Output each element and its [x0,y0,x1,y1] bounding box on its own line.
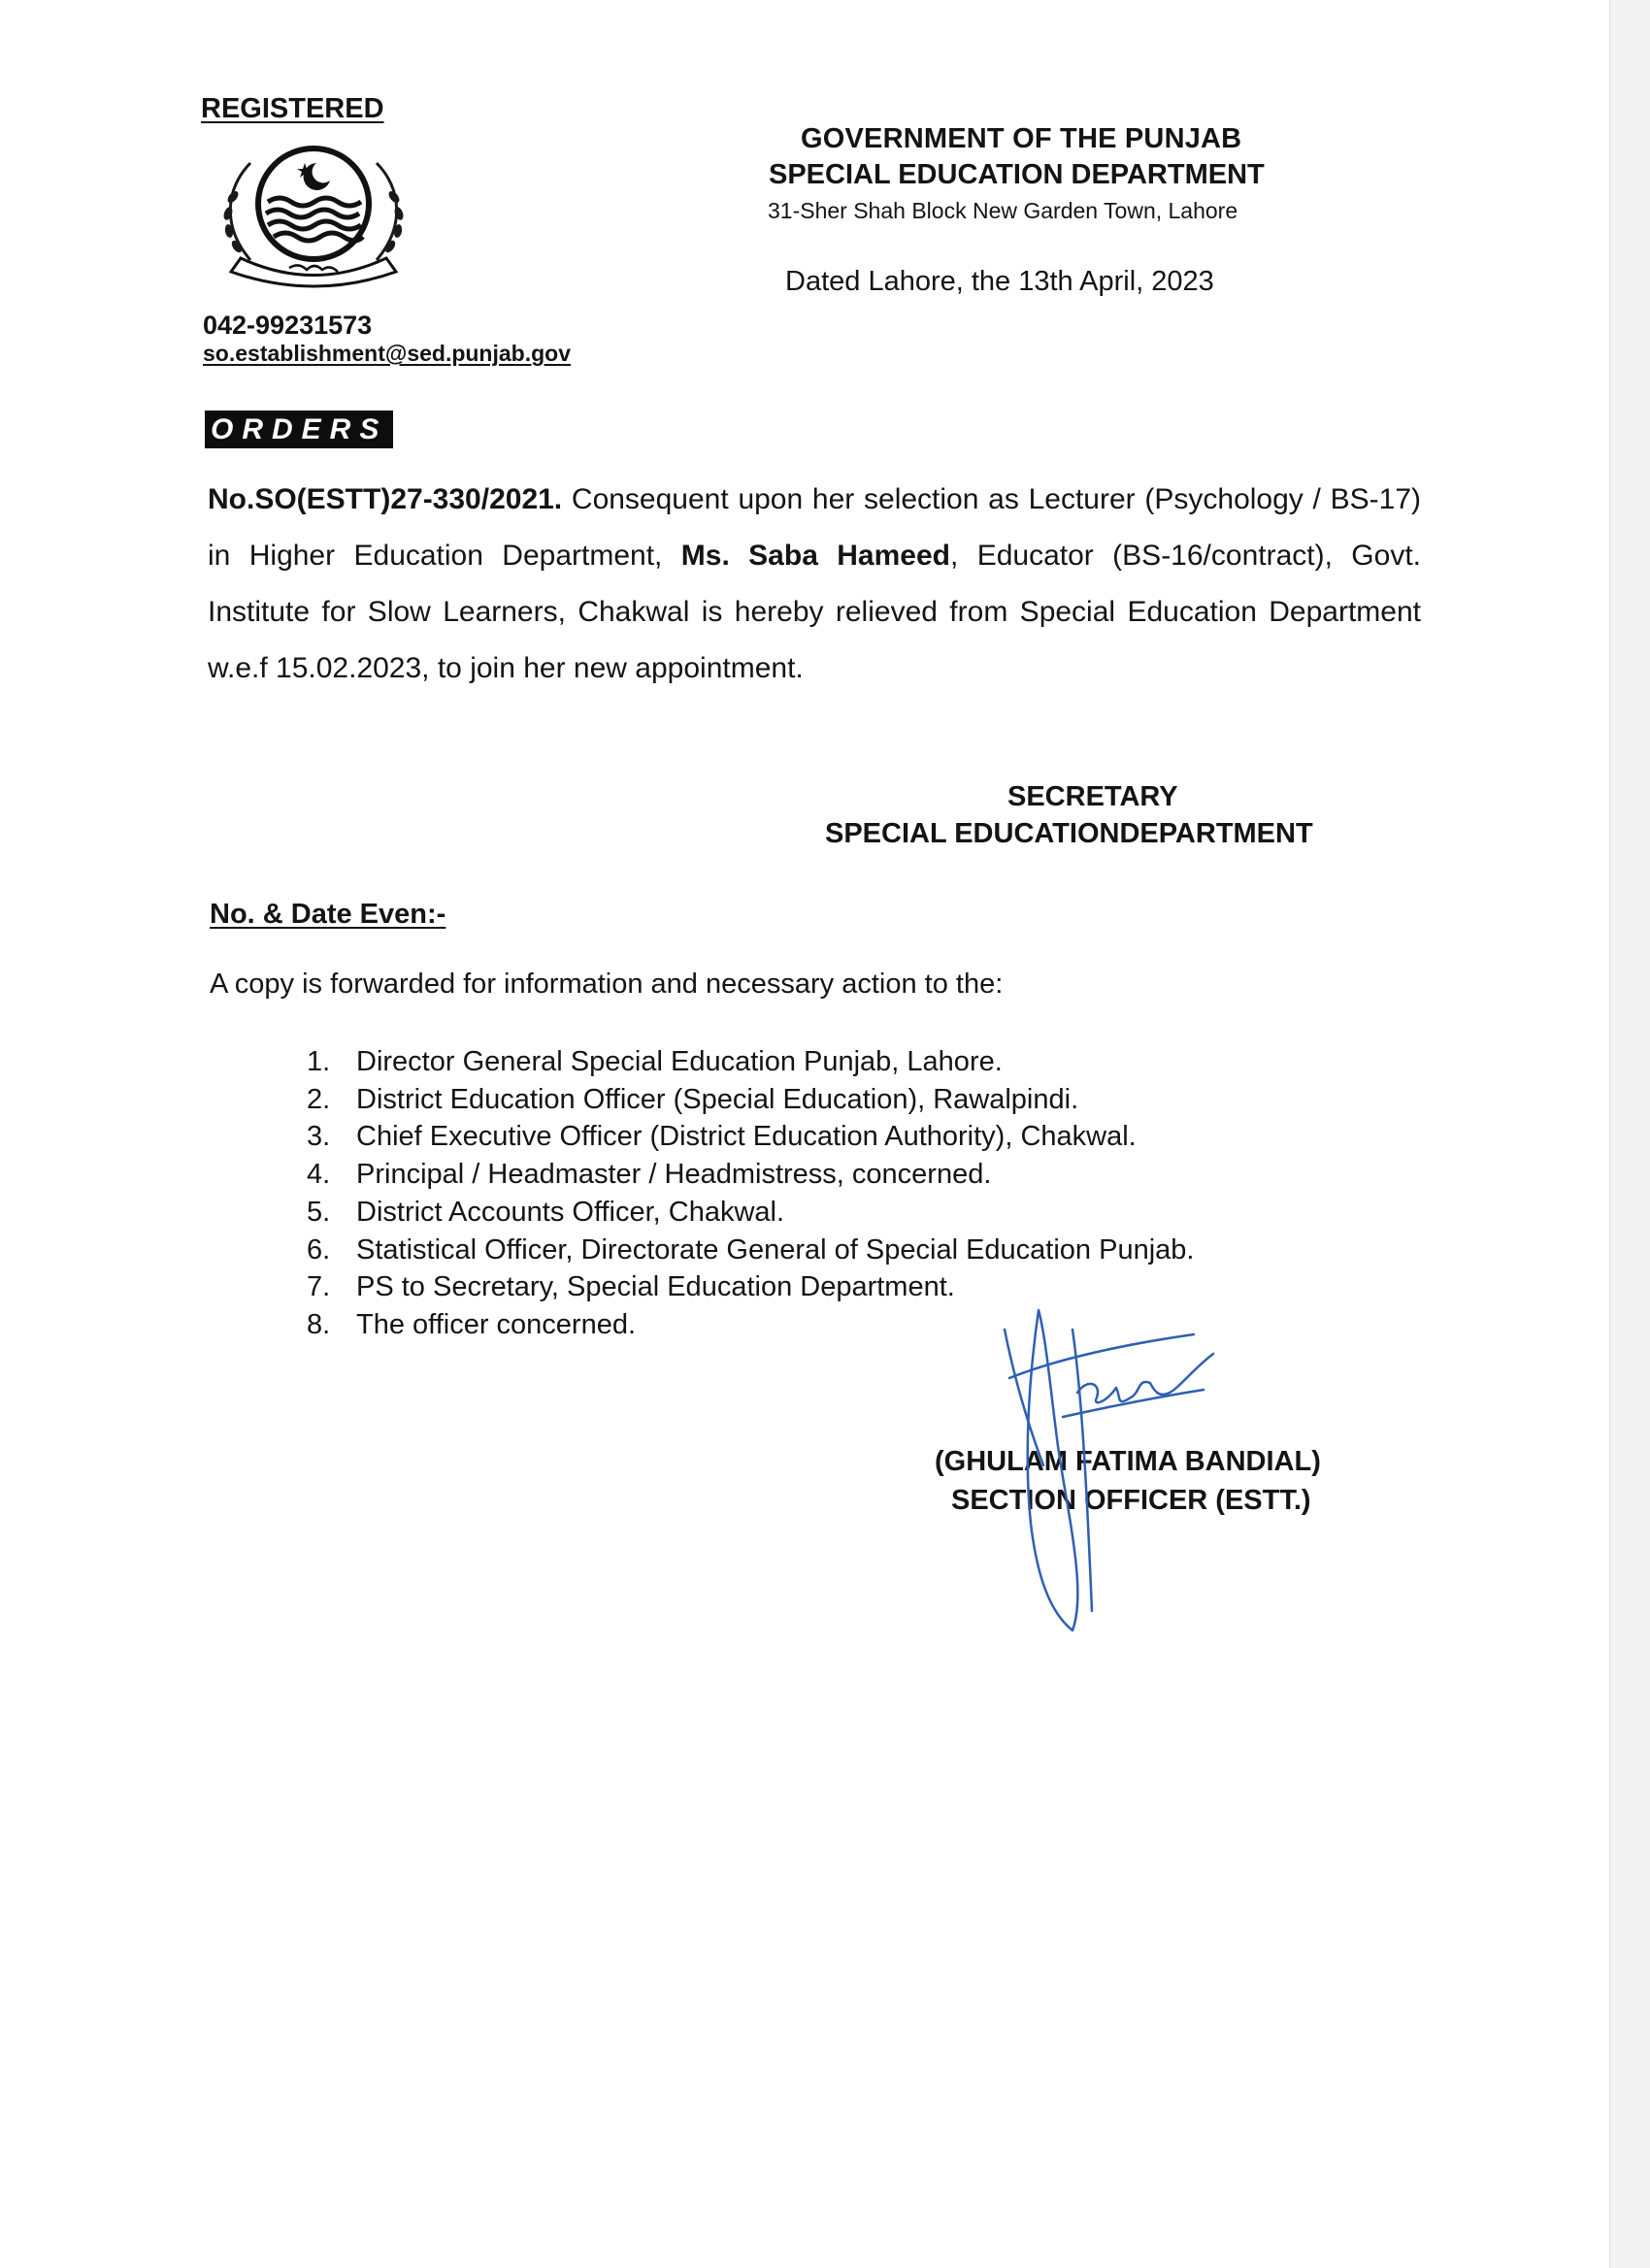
order-paragraph [208,472,1421,697]
list-item-text: District Education Officer (Special Education), Rawalpindi. [356,1083,1079,1115]
list-item [307,1043,1194,1081]
order-text-part1: Consequent upon her selection as Lecturer (Psychology / BS-17) in Higher Education Department, [208,483,1421,572]
recipient-list [307,1043,1194,1344]
email-link[interactable]: so.establishment@sed.punjab.gov [203,341,571,366]
list-item-text: District Accounts Officer, Chakwal. [356,1196,785,1228]
list-item-text: Chief Executive Officer (District Education Authority), Chakwal. [356,1121,1137,1153]
list-item-number: 3. [307,1121,331,1153]
secretary-title: SECRETARY [1007,781,1178,812]
registered-label: REGISTERED [201,93,384,124]
list-item-number: 4. [307,1159,331,1191]
list-item-number: 5. [307,1196,331,1228]
list-item-text: Director General Special Education Punjab, Lahore. [356,1046,1003,1077]
list-item-text: Principal / Headmaster / Headmistress, concerned. [356,1159,992,1191]
list-item-number: 2. [307,1083,331,1115]
employee-name: Ms. Saba Hameed [680,540,950,572]
list-item [307,1156,1194,1194]
list-item-number: 8. [307,1308,331,1340]
list-item [307,1118,1194,1156]
list-item [307,1232,1194,1269]
list-item-number: 6. [307,1233,331,1265]
list-item-number: 1. [307,1046,331,1077]
signature-icon [971,1300,1262,1640]
list-item-number: 7. [307,1271,331,1303]
list-item [307,1081,1194,1119]
no-date-even-heading: No. & Date Even:- [210,899,446,930]
phone-number: 042-99231573 [203,311,373,340]
copy-intro: A copy is forwarded for information and necessary action to the: [210,969,1004,1000]
government-title: GOVERNMENT OF THE PUNJAB [801,123,1242,154]
list-item-text: The officer concerned. [356,1308,637,1340]
order-text-part2: , Educator (BS-16/contract), Govt. Institute for Slow Learners, Chakwal is hereby relieved from Special Education Department w.e.f 15.02.2023, to join her new appointment. [208,540,1421,684]
list-item [307,1194,1194,1232]
department-title: SPECIAL EDUCATION DEPARTMENT [769,159,1265,190]
secretary-department: SPECIAL EDUCATIONDEPARTMENT [825,818,1313,849]
signatory-name: (GHULAM FATIMA BANDIAL) [935,1446,1321,1477]
department-address: 31-Sher Shah Block New Garden Town, Lahore [768,198,1238,223]
signatory-designation: SECTION OFFICER (ESTT.) [951,1485,1311,1516]
list-item-text: PS to Secretary, Special Education Department. [356,1271,955,1303]
date-line: Dated Lahore, the 13th April, 2023 [785,266,1214,297]
orders-heading: ORDERS [205,411,393,448]
list-item-text: Statistical Officer, Directorate General of Special Education Punjab. [356,1233,1195,1265]
punjab-emblem-icon [212,144,415,289]
order-number: No.SO(ESTT)27-330/2021. [208,483,563,515]
